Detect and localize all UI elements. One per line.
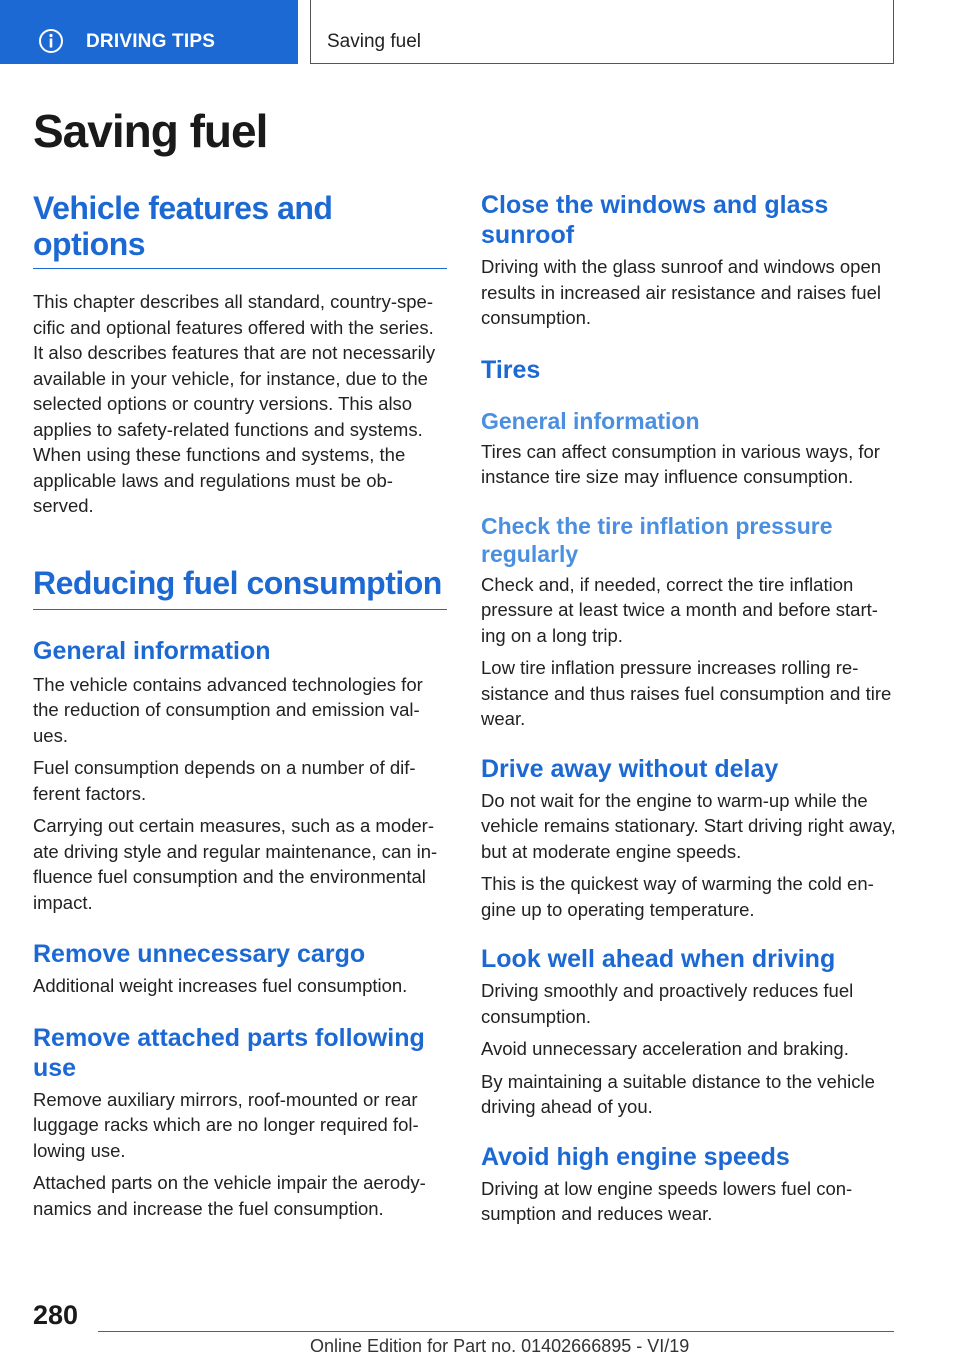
heading-remove-cargo: Remove unnecessary cargo xyxy=(33,940,366,968)
paragraph: Low tire inflation pressure increases rolling re- sistance and thus raises fuel consumption and tire wear. xyxy=(481,657,892,729)
section-tab[interactable] xyxy=(0,0,298,64)
paragraph: Tires can affect consumption in various ways, for instance tire size may influence consumption. xyxy=(481,440,880,487)
heading-tires: Tires xyxy=(481,355,541,384)
paragraph: Driving smoothly and proactively reduces fuel consumption. xyxy=(481,980,854,1027)
left-column xyxy=(33,190,447,1221)
heading-vehicle-features: Vehicle features and options xyxy=(33,190,333,262)
right-column xyxy=(481,190,897,1227)
paragraph: Carrying out certain measures, such as a moder- ate driving style and regular maintenance, can in- fluence fuel consumption and the environmental impact. xyxy=(33,815,438,913)
page-number: 280 xyxy=(33,1300,79,1330)
paragraph: Driving with the glass sunroof and windows open results in increased air resistance and raises fuel consumption. xyxy=(481,256,882,328)
paragraph: Attached parts on the vehicle impair the aerody- namics and increase the fuel consumption. xyxy=(33,1172,426,1219)
paragraph: Driving at low engine speeds lowers fuel con- sumption and reduces wear. xyxy=(481,1177,853,1224)
paragraph: The vehicle contains advanced technologies for the reduction of consumption and emission val- ues. xyxy=(33,673,423,746)
heading-avoid-high-speeds: Avoid high engine speeds xyxy=(481,1142,790,1171)
paragraph: Remove auxiliary mirrors, roof-mounted or rear luggage racks which are no longer required fol- lowing use. xyxy=(33,1088,419,1161)
paragraph: Check and, if needed, correct the tire inflation pressure at least twice a month and before start- ing on a long trip. xyxy=(481,573,878,646)
heading-close-windows: Close the windows and glass sunroof xyxy=(481,191,829,249)
section-heading-reducing xyxy=(33,565,447,610)
heading-drive-away: Drive away without delay xyxy=(481,754,779,783)
page-header xyxy=(310,0,894,64)
page-title: Saving fuel xyxy=(33,105,268,157)
heading-look-ahead: Look well ahead when driving xyxy=(481,945,836,973)
heading-tires-general-information: General information xyxy=(481,407,700,434)
paragraph: Fuel consumption depends on a number of dif- ferent factors. xyxy=(33,757,416,804)
paragraph: By maintaining a suitable distance to the vehicle driving ahead of you. xyxy=(481,1070,875,1117)
paragraph: Additional weight increases fuel consumption. xyxy=(33,975,408,996)
heading-reducing-fuel: Reducing fuel consumption xyxy=(33,564,442,601)
heading-remove-parts: Remove attached parts following use xyxy=(33,1023,425,1082)
footer-divider xyxy=(98,1331,894,1332)
heading-check-tire-pressure: Check the tire inflation pressure regularly xyxy=(481,512,833,567)
footer-edition: Online Edition for Part no. 01402666895 - VI/19 xyxy=(310,1336,690,1356)
paragraph: This is the quickest way of warming the cold en- gine up to operating temperature. xyxy=(481,873,874,920)
info-circle-icon xyxy=(38,28,64,54)
heading-general-information: General information xyxy=(33,636,271,665)
paragraph: Avoid unnecessary acceleration and braking. xyxy=(481,1038,849,1059)
paragraph: Do not wait for the engine to warm-up while the vehicle remains stationary. Start driving right away, but at moderate engine speeds. xyxy=(481,789,896,862)
section-tab-label: DRIVING TIPS xyxy=(86,31,216,52)
paragraph: This chapter describes all standard, country-spe- cific and optional features offered with the series. It also describes features that are not necessarily available in your vehicle, for instance, due to the selected options or country versions. This also applies to safety-related functions and systems. When using these functions and systems, the applicable laws and regulations must be ob- served. xyxy=(33,291,436,516)
page-header-title: Saving fuel xyxy=(327,31,422,52)
section-heading-features xyxy=(33,190,447,269)
